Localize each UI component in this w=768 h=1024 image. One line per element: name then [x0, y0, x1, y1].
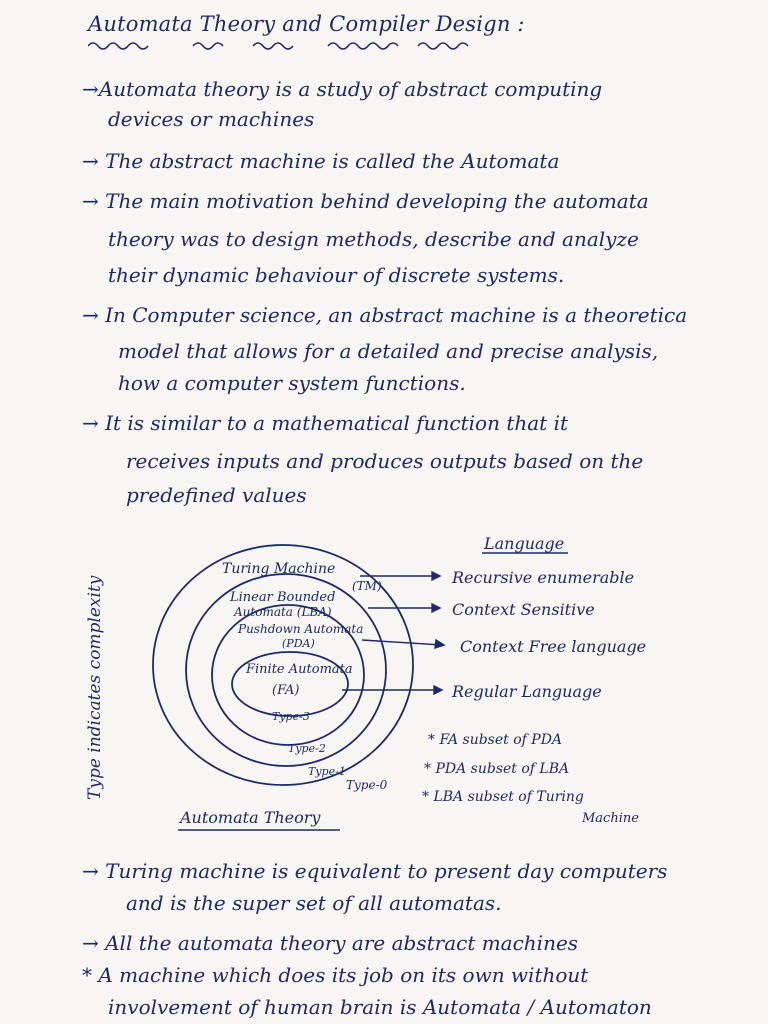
type-0-label: Type-0 — [346, 778, 388, 792]
chomsky-hierarchy-diagram — [0, 520, 768, 850]
note-1: * FA subset of PDA — [428, 732, 563, 748]
footer-1-line-1: → Turing machine is equivalent to present day computers — [82, 859, 668, 883]
title-underline — [88, 40, 478, 52]
language-heading: Language — [484, 534, 565, 553]
paragraph-3-line-2: theory was to design methods, describe and analyze — [108, 227, 639, 251]
language-recursive-enumerable: Recursive enumerable — [452, 568, 635, 587]
tm-label: Turing Machine — [222, 561, 336, 577]
fa-label-1: Finite Automata — [246, 662, 353, 677]
language-regular: Regular Language — [452, 682, 602, 701]
paragraph-4-line-3: how a computer system functions. — [118, 371, 466, 395]
lba-label-2: Automata (LBA) — [234, 605, 332, 619]
footer-2-line-1: → All the automata theory are abstract machines — [82, 931, 579, 955]
tm-abbr: (TM) — [352, 579, 382, 593]
paragraph-1-line-1: →Automata theory is a study of abstract computing — [82, 77, 603, 101]
paragraph-5-line-1: → It is similar to a mathematical function that it — [82, 411, 568, 435]
diagram-caption: Automata Theory — [180, 808, 321, 827]
footer-3-line-2: involvement of human brain is Automata / Automaton — [108, 995, 652, 1019]
pda-label-1: Pushdown Automata — [238, 622, 364, 636]
note-2: * PDA subset of LBA — [424, 761, 570, 777]
footer-3-line-1: * A machine which does its job on its own without — [82, 963, 589, 987]
type-1-label: Type-1 — [308, 765, 346, 778]
footer-1-line-2: and is the super set of all automatas. — [126, 891, 502, 915]
paragraph-5-line-3: predefined values — [126, 483, 307, 507]
paragraph-4-line-1: → In Computer science, an abstract machine is a theoretica — [82, 303, 688, 327]
type-2-label: Type-2 — [288, 742, 326, 755]
fa-label-2: (FA) — [272, 683, 300, 698]
pda-label-2: (PDA) — [282, 637, 315, 650]
paragraph-1-line-2: devices or machines — [108, 107, 315, 131]
language-context-free: Context Free language — [460, 637, 647, 656]
language-context-sensitive: Context Sensitive — [452, 600, 595, 619]
paragraph-4-line-2: model that allows for a detailed and precise analysis, — [118, 339, 659, 363]
type-3-label: Type-3 — [272, 710, 310, 723]
paragraph-3-line-3: their dynamic behaviour of discrete systems. — [108, 263, 565, 287]
page-title: Automata Theory and Compiler Design : — [88, 12, 525, 36]
side-label: Type indicates complexity — [85, 575, 105, 800]
note-3: * LBA subset of Turing — [422, 789, 584, 805]
paragraph-3-line-1: → The main motivation behind developing the automata — [82, 189, 649, 213]
paragraph-2-line-1: → The abstract machine is called the Automata — [82, 149, 560, 173]
paragraph-5-line-2: receives inputs and produces outputs based on the — [126, 449, 644, 473]
note-4: Machine — [582, 811, 639, 826]
lba-label-1: Linear Bounded — [230, 590, 336, 605]
